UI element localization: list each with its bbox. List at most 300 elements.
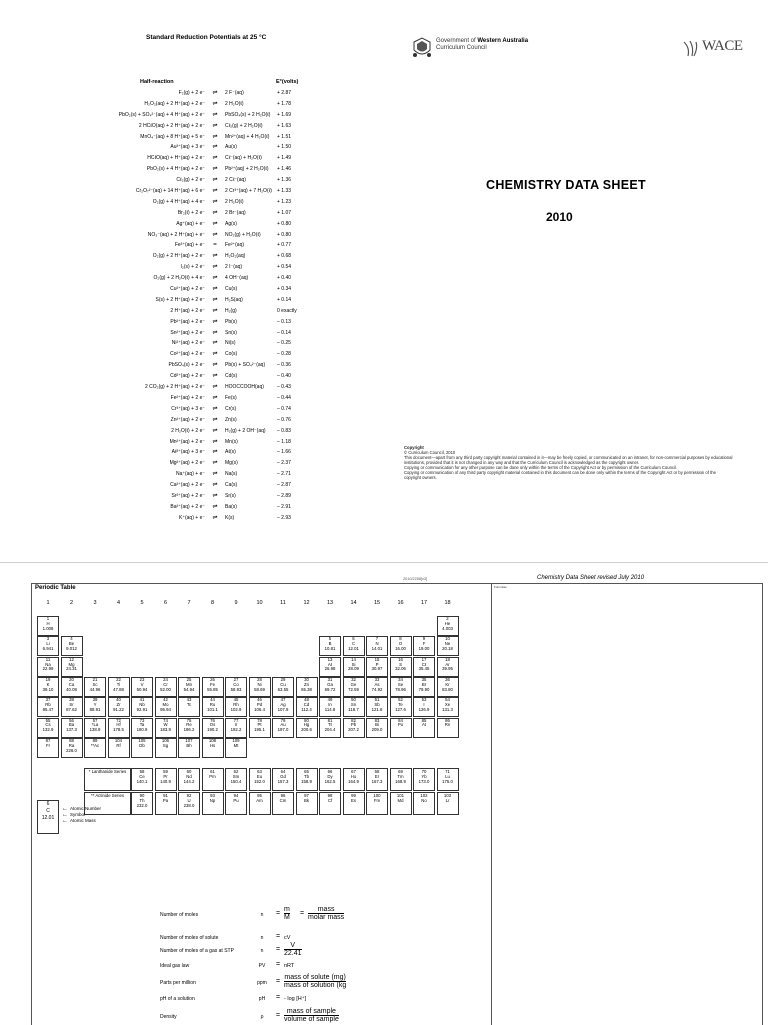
- atomic-number: 80: [304, 717, 309, 723]
- copyright-notice: [404, 445, 734, 480]
- half-reaction-row: [30, 306, 360, 317]
- element-cell: [366, 677, 388, 697]
- atomic-number: 58: [139, 769, 145, 774]
- element-cell: [319, 677, 341, 697]
- fraction-numerator: V: [290, 942, 296, 949]
- element-symbol: Eu: [256, 774, 263, 779]
- half-reaction-row: [30, 164, 360, 175]
- reaction-reactants: Co²⁺(aq) + 2 e⁻: [170, 351, 205, 358]
- equals-sign: =: [276, 994, 281, 1001]
- formula-fraction: [284, 974, 346, 989]
- element-symbol: Pt: [257, 722, 262, 728]
- element-symbol: N: [375, 641, 379, 647]
- reaction-products: 4 OH⁻(aq): [225, 275, 249, 282]
- atomic-mass: 69.72: [324, 686, 336, 692]
- element-symbol: Ir: [234, 722, 238, 728]
- equilibrium-arrow-icon: ⇌: [212, 111, 218, 118]
- reduction-potential-value: + 0.68: [277, 253, 292, 260]
- atomic-number: 66: [327, 769, 333, 774]
- government-crest-logo: [411, 36, 433, 60]
- element-symbol: Y: [93, 702, 97, 708]
- element-cell: [61, 636, 83, 656]
- half-reaction-row: [30, 458, 360, 469]
- half-reaction-row: [30, 110, 360, 121]
- reaction-products: H₂O₂(aq): [225, 253, 246, 260]
- reduction-potential-value: + 0.54: [277, 264, 292, 271]
- atomic-mass: 107.9: [277, 707, 289, 712]
- atomic-number: 81: [327, 717, 333, 723]
- atomic-number: 59: [163, 769, 168, 774]
- reduction-potential-value: – 0.83: [277, 427, 291, 434]
- half-reaction-row: [30, 186, 360, 197]
- equilibrium-arrow-icon: ⇌: [212, 275, 218, 282]
- element-cell: [108, 697, 130, 717]
- element-symbol: Ti: [116, 681, 121, 687]
- wace-logo: WACE: [702, 38, 743, 54]
- reaction-reactants: Cr³⁺(aq) + 3 e⁻: [171, 405, 205, 412]
- atomic-number: 82: [351, 717, 356, 723]
- atomic-number: 25: [186, 676, 192, 682]
- element-cell: [390, 697, 412, 717]
- equilibrium-arrow-icon: ⇌: [212, 427, 218, 434]
- reduction-potential-value: 0 exactly: [277, 307, 297, 314]
- reduction-potential-value: + 0.34: [277, 286, 292, 293]
- atomic-number: 75: [186, 717, 192, 723]
- gov-line1: Government of: [436, 38, 476, 44]
- atomic-number: 60: [186, 769, 192, 774]
- element-symbol: Rf: [116, 742, 121, 748]
- reaction-reactants: Ba²⁺(aq) + 2 e⁻: [170, 503, 205, 510]
- atomic-mass: 32.06: [395, 666, 406, 672]
- element-cell: [84, 718, 106, 738]
- atomic-number: 74: [163, 717, 168, 723]
- element-symbol: Ca: [68, 681, 75, 687]
- reaction-products: Cr(s): [225, 405, 237, 412]
- element-symbol: Es: [350, 798, 356, 803]
- element-symbol: Mt: [233, 742, 239, 748]
- reaction-reactants: Fe³⁺(aq) + e⁻: [174, 242, 205, 249]
- half-reaction-row: [30, 273, 360, 284]
- element-symbol: Co: [233, 681, 239, 687]
- equilibrium-arrow-icon: ⇌: [212, 351, 218, 358]
- reduction-potential-value: + 1.63: [277, 122, 292, 129]
- periodic-table-title: Periodic Table: [35, 585, 76, 591]
- atomic-mass: 209.0: [371, 727, 383, 733]
- atomic-number: 50: [351, 697, 356, 703]
- reaction-reactants: K⁺(aq) + e⁻: [179, 514, 205, 521]
- reaction-products: 2 F⁻(aq): [225, 90, 244, 96]
- formula-fraction: [284, 942, 302, 957]
- element-symbol: Fm: [373, 798, 381, 803]
- atomic-mass: 63.55: [277, 686, 289, 692]
- reaction-products: H₂(g): [225, 307, 237, 314]
- atomic-mass: 138.9: [89, 727, 101, 733]
- reaction-reactants: H₂O₂(aq) + 2 H⁺(aq) + 2 e⁻: [144, 100, 205, 107]
- half-reaction-row: [30, 121, 360, 132]
- reaction-products: Pb(s): [225, 318, 237, 325]
- group-number: 1: [46, 600, 50, 606]
- group-number: 4: [116, 600, 121, 606]
- arrow-left-icon: ←: [62, 818, 68, 824]
- atomic-number: 91: [163, 793, 168, 798]
- half-reaction-row: [30, 208, 360, 219]
- element-symbol: Se: [397, 681, 404, 687]
- atomic-number: 106: [161, 737, 170, 743]
- element-cell: [84, 697, 106, 717]
- equilibrium-arrow-icon: ⇌: [212, 514, 218, 521]
- atomic-mass: 173.0: [418, 779, 430, 784]
- element-symbol: Ba: [68, 722, 75, 728]
- atomic-number: 19: [45, 676, 51, 682]
- equilibrium-arrow-icon: ⇌: [212, 209, 218, 216]
- government-text: [436, 38, 528, 52]
- atomic-mass: 183.9: [160, 727, 171, 733]
- atomic-mass: 132.9: [42, 727, 54, 733]
- equilibrium-arrow-icon: ⇌: [212, 188, 218, 195]
- element-cell: [202, 738, 224, 758]
- element-cell: [37, 657, 59, 677]
- reduction-potential-value: + 0.80: [277, 231, 292, 238]
- atomic-number: 63: [257, 769, 262, 774]
- group-number: 11: [280, 600, 286, 606]
- formula-symbol: ppm: [257, 980, 267, 986]
- atomic-mass: 22.99: [42, 666, 54, 672]
- half-reaction-row: [30, 175, 360, 186]
- equilibrium-arrow-icon: ⇌: [212, 416, 218, 423]
- reaction-products: 2 I⁻(aq): [225, 264, 243, 271]
- equals-sign: =: [276, 910, 281, 917]
- equilibrium-arrow-icon: ⇌: [212, 220, 218, 227]
- element-cell: [272, 677, 294, 697]
- element-cell: [366, 657, 388, 677]
- equals-sign: =: [276, 961, 281, 968]
- equilibrium-arrow-icon: ⇌: [212, 362, 218, 369]
- half-reaction-row: [30, 317, 360, 328]
- element-symbol: Rb: [45, 702, 51, 708]
- reaction-reactants: Fe²⁺(aq) + 2 e⁻: [170, 394, 205, 401]
- reaction-products: Mg(s): [225, 460, 238, 467]
- element-cell: [131, 792, 153, 815]
- group-number: 8: [210, 600, 215, 606]
- equilibrium-arrow-icon: ⇌: [212, 307, 218, 314]
- atomic-number: 36: [445, 676, 450, 682]
- element-symbol: W: [163, 722, 168, 728]
- reaction-reactants: O₂(g) + 2 H⁺(aq) + 2 e⁻: [152, 253, 205, 260]
- element-symbol: Pb: [350, 722, 357, 728]
- reaction-reactants: Zn²⁺(aq) + 2 e⁻: [170, 416, 205, 423]
- atomic-mass: 39.95: [442, 666, 453, 672]
- atomic-number: 41: [139, 697, 145, 703]
- element-cell: [296, 677, 318, 697]
- reaction-reactants: Pb²⁺(aq) + 2 e⁻: [170, 318, 205, 325]
- sheet-title: CHEMISTRY DATA SHEET: [486, 178, 646, 192]
- equilibrium-arrow-icon: ⇌: [212, 449, 218, 456]
- element-cell: [437, 697, 459, 717]
- element-symbol: Zn: [303, 681, 309, 687]
- formula-label: Ideal gas law: [160, 963, 190, 969]
- element-cell: [319, 768, 341, 791]
- half-reaction-row: [30, 491, 360, 502]
- half-reaction-header: Half-reaction: [140, 79, 174, 85]
- element-symbol: No: [421, 798, 427, 803]
- atomic-number: 33: [374, 676, 380, 682]
- equilibrium-arrow-icon: ⇌: [212, 264, 218, 271]
- element-cell: [390, 636, 412, 656]
- element-symbol: U: [187, 798, 191, 803]
- atomic-number: 67: [351, 769, 356, 774]
- element-symbol: Cm: [279, 798, 287, 803]
- atomic-number: 76: [210, 717, 215, 723]
- reaction-reactants: S(s) + 2 H⁺(aq) + 2 e⁻: [155, 296, 205, 303]
- atomic-number: 88: [69, 737, 74, 743]
- reaction-reactants: Na⁺(aq) + e⁻: [175, 471, 205, 478]
- half-reaction-row: [30, 197, 360, 208]
- formula-symbol: PV: [258, 963, 266, 969]
- element-symbol: F: [422, 641, 426, 647]
- formula-rhs: nRT: [284, 963, 295, 969]
- reaction-reactants: 2 CO₂(g) + 2 H⁺(aq) + 2 e⁻: [144, 384, 205, 391]
- atomic-mass: 152.0: [254, 779, 265, 784]
- equilibrium-arrow-icon: ⇌: [212, 405, 218, 412]
- half-reaction-row: [30, 230, 360, 241]
- equilibrium-arrow-icon: ⇌: [212, 394, 218, 401]
- element-cell: [225, 697, 247, 717]
- element-symbol: Bh: [186, 742, 192, 748]
- reaction-products: Ba(s): [225, 503, 237, 510]
- atomic-mass: 54.94: [183, 686, 195, 692]
- reaction-products: Sr(s): [225, 492, 236, 499]
- fraction-denominator: molar mass: [308, 914, 345, 921]
- formula-fraction: [284, 1008, 339, 1023]
- element-symbol: Yb: [421, 774, 427, 779]
- atomic-number: 47: [280, 697, 286, 703]
- element-symbol: V: [140, 681, 144, 687]
- reaction-products: Fe²⁺(aq): [225, 242, 245, 249]
- equilibrium-arrow-icon: =: [213, 242, 217, 249]
- element-symbol: Pm: [209, 774, 216, 779]
- element-cell: [202, 768, 224, 791]
- element-symbol: Zr: [116, 702, 121, 708]
- element-cell: [413, 657, 435, 677]
- copyright-line: © Curriculum Council, 2010: [404, 450, 456, 455]
- element-symbol: Pr: [163, 774, 168, 779]
- reduction-potential-value: – 2.89: [277, 492, 291, 499]
- element-symbol: Po: [397, 722, 404, 728]
- element-cell: [343, 657, 365, 677]
- fraction-denominator: volume of sample: [284, 1016, 339, 1023]
- element-symbol: Nd: [186, 774, 192, 779]
- element-symbol: Ne: [444, 641, 451, 647]
- group-number: 16: [397, 600, 404, 606]
- group-number: 15: [373, 600, 381, 606]
- reaction-reactants: MnO₄⁻(aq) + 8 H⁺(aq) + 5 e⁻: [140, 133, 205, 140]
- element-cell: [319, 697, 341, 717]
- reaction-products: H₂S(aq): [225, 296, 243, 303]
- atomic-mass: 158.9: [301, 779, 312, 784]
- element-symbol: S: [399, 661, 402, 667]
- reaction-reactants: Cd²⁺(aq) + 2 e⁻: [170, 373, 205, 380]
- element-symbol: Ra: [68, 742, 75, 748]
- atomic-mass: 14.01: [371, 646, 383, 652]
- element-cell: [202, 697, 224, 717]
- element-cell: [272, 768, 294, 791]
- half-reaction-row: [30, 393, 360, 404]
- atomic-mass: 140.9: [160, 779, 171, 784]
- element-symbol: Nb: [139, 702, 145, 708]
- reaction-reactants: O₂(g) + 2 H₂O(ℓ) + 4 e⁻: [153, 275, 205, 282]
- element-symbol: Bi: [375, 722, 379, 728]
- atomic-number: 8: [399, 636, 402, 642]
- reaction-reactants: Ca²⁺(aq) + 2 e⁻: [170, 482, 205, 489]
- element-cell: [249, 718, 271, 738]
- atomic-mass: 106.4: [254, 707, 265, 712]
- reduction-potential-value: – 0.40: [277, 373, 291, 380]
- element-cell: [413, 697, 435, 717]
- element-cell: [249, 768, 271, 791]
- atomic-number: 73: [139, 717, 145, 723]
- element-cell: [343, 718, 365, 738]
- element-symbol: Pa: [162, 798, 169, 803]
- key-label-number: Atomic Number: [70, 806, 102, 811]
- element-cell: [155, 738, 177, 758]
- reduction-potential-value: – 0.43: [277, 384, 291, 391]
- element-symbol: Br: [421, 681, 427, 687]
- half-reaction-row: [30, 153, 360, 164]
- reduction-potential-value: – 2.93: [277, 514, 291, 521]
- reduction-potential-value: + 1.51: [277, 133, 292, 140]
- element-symbol: Na: [45, 661, 51, 667]
- element-symbol: Cu: [280, 681, 286, 687]
- copyright-body-3: Copying or communication of any third party copyright material contained in this document can be done only within the terms of the Copyright Act or by permission of the copyright owners.: [404, 470, 716, 480]
- atomic-mass: 47.88: [113, 686, 124, 692]
- element-cell: [131, 768, 153, 791]
- half-reaction-row: [30, 360, 360, 371]
- element-cell: [155, 677, 177, 697]
- atomic-number: 1: [46, 616, 50, 621]
- element-symbol: Ag: [280, 702, 286, 708]
- reduction-potential-value: – 0.36: [277, 362, 291, 369]
- element-cell: [437, 792, 459, 815]
- atomic-number: 3: [46, 636, 50, 642]
- element-cell: [37, 718, 59, 738]
- atomic-mass: 85.47: [42, 707, 54, 712]
- formulae-label: Formulae: [494, 585, 507, 589]
- element-cell: [84, 677, 106, 697]
- element-symbol: Hs: [209, 742, 216, 748]
- reduction-potential-value: – 0.25: [277, 340, 291, 347]
- atomic-number: 21: [92, 676, 98, 682]
- fraction-denominator: M: [284, 914, 290, 921]
- element-symbol: Sn: [350, 702, 357, 708]
- reaction-products: H₂(g) + 2 OH⁻(aq): [225, 427, 266, 434]
- reaction-products: Pb(s) + SO₄²⁻(aq): [225, 362, 266, 369]
- equilibrium-arrow-icon: ⇌: [212, 373, 218, 380]
- element-symbol: K: [46, 681, 50, 687]
- equilibrium-arrow-icon: ⇌: [212, 177, 218, 184]
- atomic-number: 39: [92, 697, 98, 703]
- fraction-numerator: mass of sample: [286, 1008, 336, 1015]
- atomic-number: 84: [398, 717, 403, 723]
- atomic-number: 86: [445, 717, 450, 723]
- group-number: 14: [350, 600, 357, 606]
- atomic-mass: 78.96: [395, 686, 406, 692]
- element-cell: [202, 792, 224, 815]
- atomic-number: 27: [233, 676, 239, 682]
- formula-label: Number of moles of a gas at STP: [160, 948, 234, 954]
- atomic-number: 13: [327, 656, 333, 662]
- atomic-number: 29: [280, 676, 286, 682]
- element-cell: [178, 677, 200, 697]
- element-cell: [437, 677, 459, 697]
- atomic-number: 64: [280, 769, 286, 774]
- equals-sign: =: [300, 910, 305, 917]
- element-symbol: Te: [398, 702, 403, 708]
- atomic-number: 98: [327, 793, 333, 798]
- atomic-number: 104: [114, 737, 123, 743]
- element-symbol: Db: [139, 742, 145, 748]
- element-cell: [390, 768, 412, 791]
- group-number: 2: [69, 600, 74, 606]
- atomic-number: 102: [420, 793, 428, 798]
- reaction-reactants: Sn²⁺(aq) + 2 e⁻: [170, 329, 205, 336]
- equilibrium-arrow-icon: ⇌: [212, 198, 218, 205]
- reduction-potentials-table: [30, 88, 360, 524]
- atomic-mass: 88.91: [89, 707, 101, 712]
- atomic-number: 4: [70, 636, 73, 642]
- atomic-number: 70: [421, 769, 427, 774]
- equilibrium-arrow-icon: ⇌: [212, 253, 218, 260]
- atomic-number: 83: [374, 717, 380, 723]
- reaction-reactants: Br₂(ℓ) + 2 e⁻: [177, 209, 205, 216]
- reaction-reactants: 2 HCℓO(aq) + 2 H⁺(aq) + 2 e⁻: [138, 122, 205, 129]
- reaction-reactants: Cℓ₂(g) + 2 e⁻: [176, 177, 205, 184]
- half-reaction-row: [30, 132, 360, 143]
- element-cell: [319, 636, 341, 656]
- atomic-mass: 150.4: [230, 779, 242, 784]
- reaction-products: Cd(s): [225, 373, 238, 380]
- reaction-products: Pb²⁺(aq) + 2 H₂O(ℓ): [225, 166, 269, 173]
- equilibrium-arrow-icon: ⇌: [212, 286, 218, 293]
- element-cell: [413, 718, 435, 738]
- element-symbol: Cr: [163, 681, 168, 687]
- equilibrium-arrow-icon: ⇌: [212, 482, 218, 489]
- fraction-denominator: 22.41: [284, 950, 302, 957]
- equilibrium-arrow-icon: ⇌: [212, 503, 218, 510]
- element-cell: [343, 768, 365, 791]
- element-cell: [296, 697, 318, 717]
- reaction-reactants: I₂(s) + 2 e⁻: [180, 264, 205, 271]
- reaction-products: Sn(s): [225, 329, 237, 336]
- equilibrium-arrow-icon: ⇌: [212, 460, 218, 467]
- half-reaction-row: [30, 262, 360, 273]
- element-symbol: Tc: [186, 702, 192, 708]
- atomic-mass: 102.9: [230, 707, 242, 712]
- atomic-mass: 162.5: [324, 779, 336, 784]
- formula-symbol: n: [260, 912, 264, 918]
- half-reaction-row: [30, 437, 360, 448]
- atomic-number: 99: [351, 793, 356, 798]
- atomic-number: 105: [138, 737, 146, 743]
- atomic-number: 96: [280, 793, 286, 798]
- half-reaction-row: [30, 447, 360, 458]
- atomic-number: 15: [374, 656, 380, 662]
- element-cell: [61, 657, 83, 677]
- equilibrium-arrow-icon: ⇌: [212, 296, 218, 303]
- atomic-mass: 20.18: [442, 646, 453, 652]
- formula-label: Density: [160, 1014, 177, 1020]
- atomic-mass: 204.4: [324, 727, 336, 733]
- reaction-products: Zn(s): [225, 416, 237, 423]
